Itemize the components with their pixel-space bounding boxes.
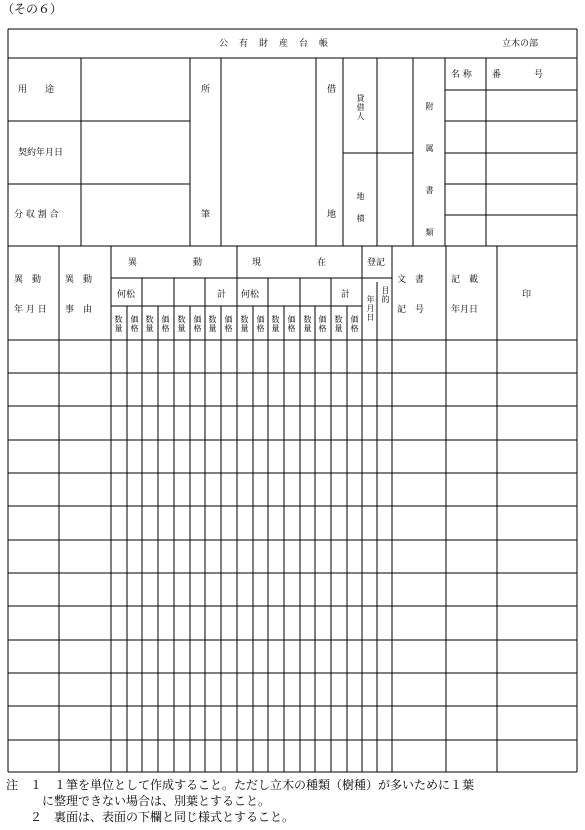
label-kakaku: 価格 [350, 315, 359, 333]
label-suryo: 数量 [240, 315, 249, 333]
label-kakaku: 価格 [130, 315, 139, 333]
label-ido-reason-top: 異 動 [65, 275, 93, 285]
label-ido: 異 動 [128, 258, 207, 268]
label-toki-date: 年月日 [366, 295, 375, 322]
label-kakaku: 価格 [193, 315, 202, 333]
label-shozai: 所 [201, 85, 211, 95]
label-nanimatsu-1: 何松 [117, 290, 136, 300]
label-suryo: 数量 [334, 315, 343, 333]
note-line-1: 注 １ １筆を単位として作成すること。ただし立木の種類（樹種）が多いために１葉 [6, 778, 475, 792]
label-kisai-bottom: 年月日 [451, 305, 479, 315]
label-bango: 番 号 [492, 70, 549, 80]
label-kakaku: 価格 [318, 315, 327, 333]
label-in: 印 [522, 290, 532, 300]
label-toki: 登記 [367, 258, 386, 268]
label-kakaku: 価格 [287, 315, 296, 333]
label-kei-2: 計 [341, 290, 351, 300]
label-keiyaku: 契約年月日 [18, 148, 64, 158]
label-nanimatsu-2: 何松 [241, 290, 260, 300]
label-suryo: 数量 [145, 315, 154, 333]
label-kakaku: 価格 [256, 315, 265, 333]
label-kei-1: 計 [217, 290, 227, 300]
label-fuzoku: 附属書類 [425, 102, 434, 237]
label-bunsho-bottom: 記 号 [397, 305, 425, 315]
label-toki-purpose: 目的 [381, 286, 390, 304]
label-kashinin: 貸借人 [356, 94, 365, 121]
form-title-right: 立木の部 [502, 39, 539, 49]
label-yoto: 用 途 [18, 85, 55, 95]
label-suryo: 数量 [114, 315, 123, 333]
label-meisho: 名 称 [451, 70, 472, 80]
label-kakaku: 価格 [224, 315, 233, 333]
label-kisai-top: 記 載 [451, 275, 479, 285]
note-line-2: に整理できない場合は、別葉とすること。 [6, 794, 271, 808]
label-suryo: 数量 [177, 315, 186, 333]
label-ido-date-bottom: 年 月 日 [14, 305, 47, 315]
label-hitsu: 筆 [201, 210, 211, 220]
label-ido-date-top: 異 動 [14, 275, 42, 285]
label-suryo: 数量 [271, 315, 280, 333]
label-suryo: 数量 [208, 315, 217, 333]
label-suryo: 数量 [303, 315, 312, 333]
note-line-3: ２ 裏面は、表面の下欄と同じ様式とすること。 [6, 810, 295, 824]
label-genzai: 現 在 [252, 258, 331, 268]
label-bunshu: 分 収 割 合 [14, 210, 59, 220]
label-chiseki: 地積 [356, 192, 365, 223]
page-label: （その６） [2, 2, 63, 16]
label-bunsho-top: 文 書 [397, 275, 425, 285]
form-title: 公 有 財 産 台 帳 [219, 39, 330, 49]
label-shaku-top: 借 [327, 85, 337, 95]
label-kakaku: 価格 [161, 315, 170, 333]
label-ido-reason-bottom: 事 由 [65, 305, 93, 315]
label-shaku-bottom: 地 [327, 210, 337, 220]
